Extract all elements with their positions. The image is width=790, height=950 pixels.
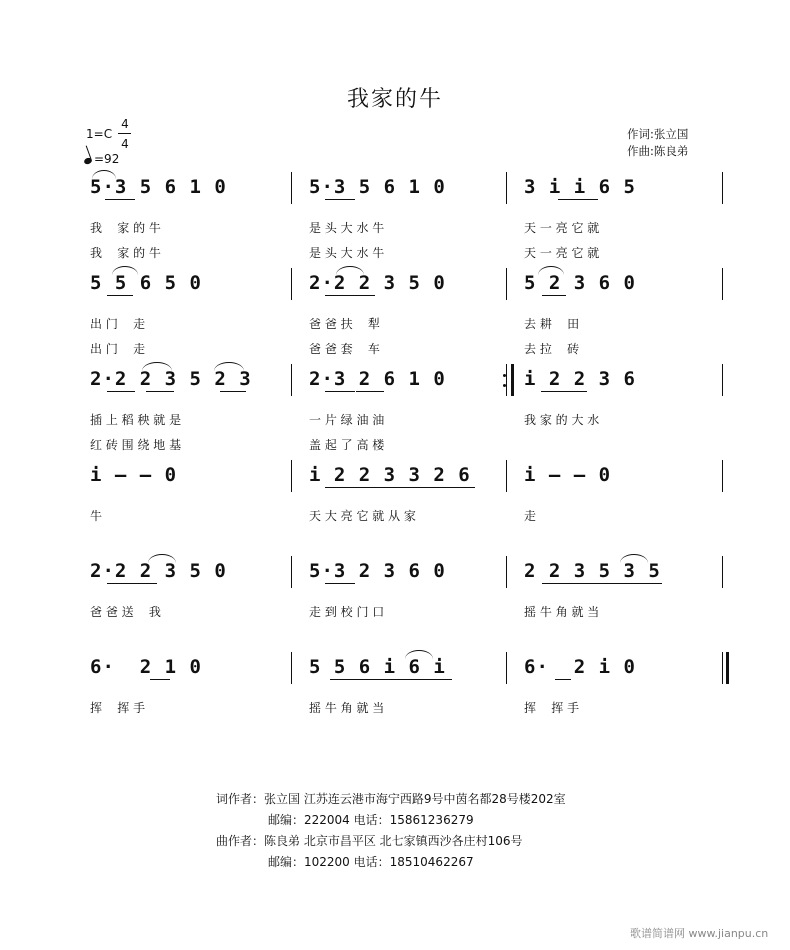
measure: 6· 2 i 0 [524,656,636,678]
beam-underline [325,583,355,584]
beam-underline [541,391,587,392]
footer-composer: 曲作者：陈良弟 北京市昌平区 北七家镇西沙各庄村106号 [216,834,523,848]
lyric-verse-1: 摇 牛 角 就 当 [309,701,385,715]
measure: 2·2 2 3 5 0 [90,560,227,582]
lyric-verse-1: 挥 挥 手 [90,701,146,715]
beam-underline [558,199,598,200]
bar-line [506,652,507,684]
bar-line [506,364,507,396]
beam-underline [542,583,662,584]
beam-underline [105,199,135,200]
measure: 2·2 2 3 5 0 [309,272,446,294]
measure: i 2 2 3 6 [524,368,636,390]
measure: i – – 0 [90,464,178,486]
slur-mark [620,554,648,563]
beam-underline [325,391,355,392]
bar-line [722,172,723,204]
lyric-verse-1: 一 片 绿 油 油 [309,413,385,427]
beam-underline [107,583,157,584]
slur-mark [405,650,433,659]
watermark: 歌谱简谱网 www.jianpu.cn [630,927,769,940]
final-bar-line [726,652,729,684]
tempo-marking [84,152,119,166]
slur-mark [142,362,172,371]
tempo-value: =92 [94,152,120,166]
lyric-verse-2: 是 头 大 水 牛 [309,246,385,260]
lyric-verse-1: 天 一 亮 它 就 [524,221,600,235]
beam-underline [356,391,384,392]
lyric-verse-1: 去 耕 田 [524,317,580,331]
song-title: 我家的牛 [346,87,443,112]
measure: i – – 0 [524,464,612,486]
measure: 3 i i 6 5 [524,176,636,198]
slur-mark [148,554,176,563]
beam-underline [107,295,133,296]
lyric-verse-1: 是 头 大 水 牛 [309,221,385,235]
bar-line [291,556,292,588]
lyric-verse-2: 红 砖 围 绕 地 基 [90,438,182,452]
time-signature-top: 4 [121,117,129,131]
beam-underline [146,391,174,392]
lyric-verse-1: 走 [524,509,537,523]
measure: 5 2 3 6 0 [524,272,636,294]
footer-lyricist: 词作者：张立国 江苏连云港市海宁西路9号中茵名都28号楼202室 [216,792,566,806]
measure: 2 2 3 5 3 5 [524,560,661,582]
lyric-verse-1: 我 家 的 牛 [90,221,161,235]
bar-line [291,172,292,204]
footer-composer-contact: 邮编：102200 电话：18510462267 [268,855,474,869]
lyric-verse-1: 摇 牛 角 就 当 [524,605,600,619]
lyric-verse-1: 走 到 校 门 口 [309,605,385,619]
lyric-verse-2: 出 门 走 [90,342,146,356]
beam-underline [325,199,355,200]
bar-line [506,172,507,204]
beam-underline [220,391,246,392]
measure: 5·3 2 3 6 0 [309,560,446,582]
quarter-note-icon [83,157,93,165]
beam-underline [325,295,375,296]
measure: 5 5 6 5 0 [90,272,202,294]
bar-line [722,364,723,396]
bar-line [722,556,723,588]
lyric-verse-1: 挥 挥 手 [524,701,580,715]
lyric-verse-2: 我 家 的 牛 [90,246,161,260]
repeat-bar-line [511,364,514,396]
slur-mark [92,170,116,179]
slur-mark [112,266,138,275]
beam-underline [555,679,571,680]
measure: 2·2 2 3 5 2 3 [90,368,252,390]
slur-mark [336,266,364,275]
slur-mark [214,362,244,371]
bar-line [722,460,723,492]
slur-mark [538,266,564,275]
bar-line [506,268,507,300]
key-signature: 1=C [86,127,113,141]
lyric-verse-1: 我 家 的 大 水 [524,413,600,427]
beam-underline [107,391,135,392]
bar-line [291,268,292,300]
lyric-verse-2: 盖 起 了 高 楼 [309,438,385,452]
bar-line [722,268,723,300]
bar-line [291,460,292,492]
beam-underline [542,295,566,296]
bar-line [722,652,723,684]
measure: i 2 2 3 3 2 6 [309,464,471,486]
bar-line [506,460,507,492]
lyric-verse-1: 牛 [90,509,103,523]
lyric-verse-1: 爸 爸 送 我 [90,605,161,619]
lyricist-credit: 作词:张立国 [627,127,689,141]
repeat-dot [503,374,506,377]
lyric-verse-2: 爸 爸 套 车 [309,342,380,356]
beam-underline [150,679,170,680]
lyric-verse-2: 天 一 亮 它 就 [524,246,600,260]
time-signature-line [118,133,131,134]
measure: 5·3 5 6 1 0 [309,176,446,198]
lyric-verse-1: 出 门 走 [90,317,146,331]
lyric-verse-1: 爸 爸 扶 犁 [309,317,380,331]
bar-line [506,556,507,588]
measure: 5 5 6 i 6 i [309,656,446,678]
repeat-dot [503,384,506,387]
lyric-verse-1: 插 上 稻 秧 就 是 [90,413,182,427]
time-signature-bottom: 4 [121,137,129,151]
bar-line [291,364,292,396]
measure: 5·3 5 6 1 0 [90,176,227,198]
measure: 6· 2 1 0 [90,656,202,678]
measure: 2·3 2 6 1 0 [309,368,446,390]
footer-lyricist-contact: 邮编：222004 电话：15861236279 [268,813,474,827]
lyric-verse-1: 天 大 亮 它 就 从 家 [309,509,416,523]
beam-underline [325,487,475,488]
beam-underline [330,679,452,680]
composer-credit: 作曲:陈良弟 [627,144,689,158]
lyric-verse-2: 去 拉 砖 [524,342,580,356]
bar-line [291,652,292,684]
